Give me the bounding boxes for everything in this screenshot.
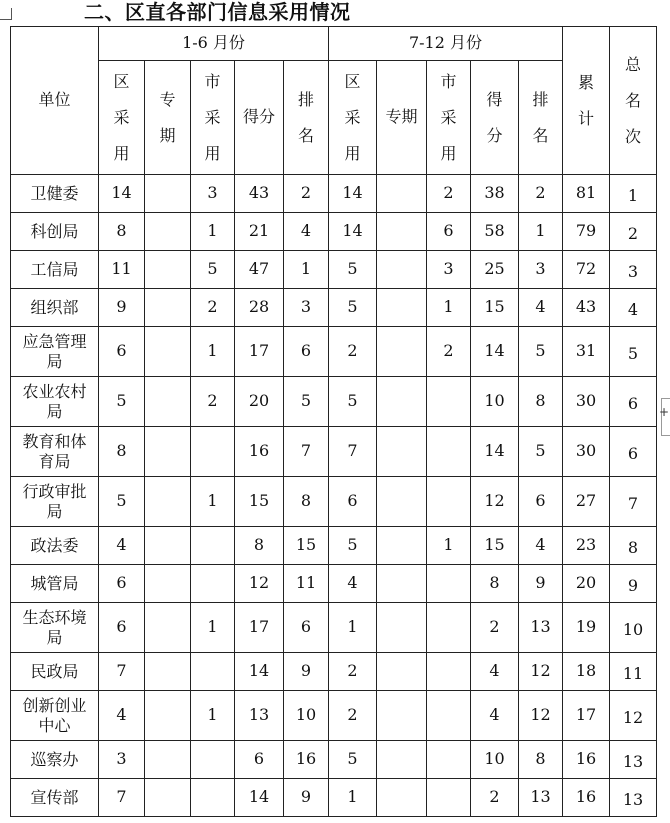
cell-r1: 5 [284,377,329,427]
cell-d1: 6 [99,603,145,653]
cell-total: 43 [563,289,610,327]
table-row [11,327,657,377]
cell-sc2: 12 [471,477,519,527]
cell-sc1: 8 [235,527,284,565]
cell-d1: 11 [99,251,145,289]
cell-rank: 6 [610,427,657,477]
header-period-1: 1-6 月份 [99,27,329,61]
cell-r1: 10 [284,691,329,741]
cell-c1 [191,779,235,817]
cell-unit: 农业农村 局 [11,377,99,427]
table-row [11,289,657,327]
cell-sc2: 25 [471,251,519,289]
cell-s1 [145,251,191,289]
cell-unit: 宣传部 [11,779,99,817]
cell-r2: 4 [519,289,563,327]
table-row [11,377,657,427]
cell-d2: 14 [329,213,377,251]
cell-d2: 2 [329,327,377,377]
cell-total: 19 [563,603,610,653]
cell-unit: 巡察办 [11,741,99,779]
cell-sc2: 14 [471,427,519,477]
header-district-adopt-1: 区 采 用 [99,61,145,175]
cell-s1 [145,779,191,817]
cell-s1 [145,289,191,327]
cell-s2 [377,289,427,327]
table-row [11,565,657,603]
cell-r1: 16 [284,741,329,779]
header-total: 累 计 [563,27,610,175]
department-info-table [10,26,657,817]
table-row [11,427,657,477]
cell-s2 [377,653,427,691]
table-row [11,603,657,653]
cell-d2: 2 [329,691,377,741]
cell-r1: 8 [284,477,329,527]
cell-r1: 9 [284,779,329,817]
cell-c1: 1 [191,327,235,377]
cell-s2 [377,377,427,427]
header-score-1: 得分 [235,61,284,175]
cell-s2 [377,213,427,251]
cell-d1: 8 [99,213,145,251]
cell-sc1: 47 [235,251,284,289]
cell-unit: 组织部 [11,289,99,327]
cell-r2: 2 [519,175,563,213]
header-rank-2: 排 名 [519,61,563,175]
cell-s2 [377,603,427,653]
cell-d1: 3 [99,741,145,779]
cell-sc2: 10 [471,741,519,779]
cell-total: 79 [563,213,610,251]
cell-unit: 科创局 [11,213,99,251]
cell-s2 [377,327,427,377]
cell-unit: 创新创业 中心 [11,691,99,741]
cell-c1: 1 [191,603,235,653]
cell-r2: 12 [519,691,563,741]
cell-sc2: 58 [471,213,519,251]
cell-d1: 4 [99,527,145,565]
cell-s1 [145,213,191,251]
header-score-2: 得 分 [471,61,519,175]
cell-total: 16 [563,779,610,817]
cell-total: 18 [563,653,610,691]
cell-d2: 1 [329,779,377,817]
cell-d2: 4 [329,565,377,603]
header-rank-1: 排 名 [284,61,329,175]
cell-sc2: 14 [471,327,519,377]
cell-sc2: 38 [471,175,519,213]
cell-c1: 1 [191,691,235,741]
cell-sc2: 4 [471,653,519,691]
cell-rank: 8 [610,527,657,565]
cell-sc2: 4 [471,691,519,741]
cell-r2: 6 [519,477,563,527]
cell-r1: 3 [284,289,329,327]
table-row [11,175,657,213]
cell-d2: 5 [329,289,377,327]
cell-r1: 15 [284,527,329,565]
cell-s2 [377,175,427,213]
cell-total: 72 [563,251,610,289]
cell-r2: 13 [519,779,563,817]
cell-r2: 13 [519,603,563,653]
cell-unit: 城管局 [11,565,99,603]
cell-r2: 4 [519,527,563,565]
cell-s1 [145,565,191,603]
cell-s2 [377,691,427,741]
cell-d1: 5 [99,377,145,427]
header-city-adopt-2: 市 采 用 [427,61,471,175]
cell-unit: 政法委 [11,527,99,565]
cell-s2 [377,477,427,527]
cell-c1 [191,527,235,565]
cell-sc1: 14 [235,779,284,817]
cell-c1 [191,565,235,603]
cell-rank: 13 [610,779,657,817]
cell-rank: 1 [610,175,657,213]
cell-rank: 9 [610,565,657,603]
cell-s1 [145,603,191,653]
cell-r2: 8 [519,741,563,779]
cell-sc1: 12 [235,565,284,603]
cell-unit: 生态环境 局 [11,603,99,653]
cell-r1: 2 [284,175,329,213]
cell-c2: 3 [427,251,471,289]
cell-total: 31 [563,327,610,377]
cell-sc2: 15 [471,527,519,565]
cell-c2: 1 [427,289,471,327]
cell-sc2: 2 [471,603,519,653]
cell-c1: 2 [191,289,235,327]
cell-rank: 6 [610,377,657,427]
cell-total: 81 [563,175,610,213]
cell-d1: 4 [99,691,145,741]
header-period-2: 7-12 月份 [329,27,563,61]
cell-total: 20 [563,565,610,603]
cell-rank: 10 [610,603,657,653]
cell-r2: 8 [519,377,563,427]
cell-r1: 4 [284,213,329,251]
cell-sc1: 15 [235,477,284,527]
cell-c1 [191,653,235,691]
cell-rank: 12 [610,691,657,741]
header-city-adopt-1: 市 采 用 [191,61,235,175]
cell-d2: 5 [329,741,377,779]
table-row [11,477,657,527]
cell-d1: 6 [99,327,145,377]
cell-s1 [145,741,191,779]
cell-s2 [377,779,427,817]
cell-sc2: 8 [471,565,519,603]
cell-sc1: 43 [235,175,284,213]
cell-r2: 12 [519,653,563,691]
cell-total: 16 [563,741,610,779]
cell-s1 [145,477,191,527]
cell-s1 [145,377,191,427]
corner-crop-mark [0,8,12,20]
cell-total: 27 [563,477,610,527]
cell-sc1: 13 [235,691,284,741]
cell-total: 30 [563,427,610,477]
cell-c1 [191,741,235,779]
cell-s1 [145,691,191,741]
cell-d2: 7 [329,427,377,477]
cell-r2: 1 [519,213,563,251]
cell-s2 [377,565,427,603]
cell-sc1: 14 [235,653,284,691]
table-row [11,741,657,779]
table-row [11,779,657,817]
cell-d2: 2 [329,653,377,691]
cell-c2 [427,653,471,691]
table-row [11,527,657,565]
cell-c1: 5 [191,251,235,289]
cell-r1: 6 [284,327,329,377]
cell-sc1: 6 [235,741,284,779]
cell-rank: 4 [610,289,657,327]
cell-d1: 5 [99,477,145,527]
cell-unit: 工信局 [11,251,99,289]
cell-rank: 5 [610,327,657,377]
cell-unit: 民政局 [11,653,99,691]
cell-c2: 6 [427,213,471,251]
cell-r2: 5 [519,427,563,477]
cell-sc1: 17 [235,603,284,653]
cell-r2: 5 [519,327,563,377]
cell-s1 [145,653,191,691]
cell-r1: 1 [284,251,329,289]
cell-s2 [377,251,427,289]
cell-c1 [191,427,235,477]
header-special-1: 专 期 [145,61,191,175]
cell-d1: 14 [99,175,145,213]
cell-rank: 11 [610,653,657,691]
table-row [11,653,657,691]
cell-d2: 5 [329,527,377,565]
cell-c2: 2 [427,175,471,213]
cell-s1 [145,527,191,565]
cell-s2 [377,741,427,779]
cell-d1: 7 [99,653,145,691]
cell-s2 [377,427,427,477]
cell-c2 [427,565,471,603]
cell-d2: 1 [329,603,377,653]
cell-r1: 11 [284,565,329,603]
header-unit: 单位 [11,27,99,175]
cell-r1: 7 [284,427,329,477]
cell-c1: 3 [191,175,235,213]
cell-sc1: 17 [235,327,284,377]
table-row [11,213,657,251]
cell-unit: 教育和体 育局 [11,427,99,477]
cell-total: 17 [563,691,610,741]
cell-rank: 13 [610,741,657,779]
cell-unit: 行政审批 局 [11,477,99,527]
cell-r1: 9 [284,653,329,691]
cell-sc1: 21 [235,213,284,251]
header-overall-rank: 总 名 次 [610,27,657,175]
cell-s1 [145,175,191,213]
cell-total: 23 [563,527,610,565]
cell-c2 [427,603,471,653]
cell-s2 [377,527,427,565]
cell-c2 [427,779,471,817]
cell-sc1: 20 [235,377,284,427]
cell-unit: 应急管理 局 [11,327,99,377]
table-row [11,251,657,289]
cell-s1 [145,327,191,377]
cell-d2: 5 [329,251,377,289]
cell-c1: 1 [191,477,235,527]
cell-d2: 14 [329,175,377,213]
cell-r2: 3 [519,251,563,289]
cell-c2 [427,477,471,527]
cell-rank: 2 [610,213,657,251]
cell-unit: 卫健委 [11,175,99,213]
table-body [11,175,657,817]
cell-d2: 6 [329,477,377,527]
header-special-2: 专期 [377,61,427,175]
cell-r1: 6 [284,603,329,653]
section-title: 二、区直各部门信息采用情况 [84,0,351,24]
cell-sc2: 15 [471,289,519,327]
cell-sc1: 28 [235,289,284,327]
cell-d2: 5 [329,377,377,427]
cell-d1: 7 [99,779,145,817]
cell-c2: 2 [427,327,471,377]
table-row [11,691,657,741]
cell-sc2: 2 [471,779,519,817]
cell-total: 30 [563,377,610,427]
cell-rank: 7 [610,477,657,527]
cell-c2 [427,741,471,779]
cell-r2: 9 [519,565,563,603]
cell-c2 [427,427,471,477]
cell-c1: 2 [191,377,235,427]
cell-d1: 6 [99,565,145,603]
cell-d1: 8 [99,427,145,477]
cell-s1 [145,427,191,477]
cell-c2: 1 [427,527,471,565]
cell-c2 [427,377,471,427]
cell-rank: 3 [610,251,657,289]
cell-sc1: 16 [235,427,284,477]
cell-c1: 1 [191,213,235,251]
cell-d1: 9 [99,289,145,327]
header-district-adopt-2: 区 采 用 [329,61,377,175]
cell-c2 [427,691,471,741]
plus-icon: + [658,405,669,419]
cell-sc2: 10 [471,377,519,427]
